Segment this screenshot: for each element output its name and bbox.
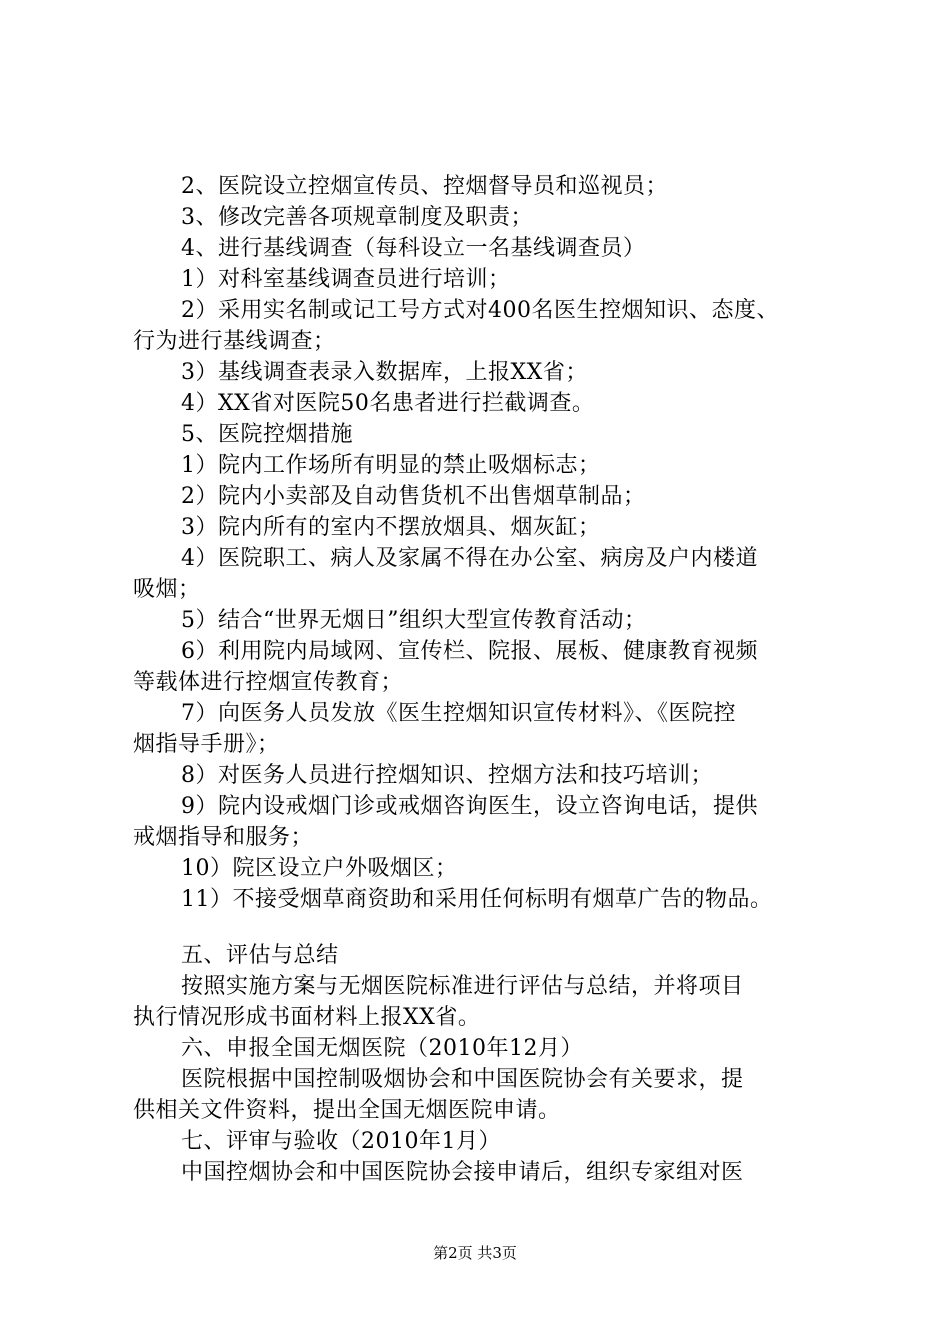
- evaluation-section: [133, 940, 845, 1188]
- text-line: 9）院内设戒烟门诊或戒烟咨询医生，设立咨询电话，提供: [181, 794, 758, 819]
- document-body: [133, 171, 845, 1188]
- text-line: 1）院内工作场所有明显的禁止吸烟标志；: [181, 453, 601, 478]
- text-line: 执行情况形成书面材料上报XX省。: [133, 1005, 481, 1030]
- text-line: 等载体进行控烟宣传教育；: [133, 670, 404, 695]
- text-line: 2）院内小卖部及自动售货机不出售烟草制品；: [181, 484, 646, 509]
- text-line: 6）利用院内局域网、宣传栏、院报、展板、健康教育视频: [181, 639, 758, 664]
- text-line: 2）采用实名制或记工号方式对400名医生控烟知识、态度、: [181, 298, 779, 323]
- text-line: 五、评估与总结: [181, 943, 339, 968]
- text-line: 11）不接受烟草商资助和采用任何标明有烟草广告的物品。: [181, 887, 773, 912]
- text-line: 供相关文件资料，提出全国无烟医院申请。: [133, 1098, 561, 1123]
- text-line: 3）基线调查表录入数据库，上报XX省；: [181, 360, 588, 385]
- text-line: 4）医院职工、病人及家属不得在办公室、病房及户内楼道: [181, 546, 758, 571]
- text-line: 七、评审与验收（2010年1月）: [181, 1129, 501, 1154]
- text-line: 戒烟指导和服务；: [133, 825, 314, 850]
- text-line: 3、修改完善各项规章制度及职责；: [181, 205, 533, 230]
- text-line: 按照实施方案与无烟医院标准进行评估与总结，并将项目: [181, 974, 744, 999]
- text-line: 4）XX省对医院50名患者进行拦截调查。: [181, 391, 595, 416]
- page-footer: 第2页 共3页: [433, 1244, 517, 1262]
- text-line: 医院根据中国控制吸烟协会和中国医院协会有关要求，提: [181, 1067, 744, 1092]
- measures-section: [133, 171, 845, 915]
- text-line: 5、医院控烟措施: [181, 422, 353, 447]
- text-line: 中国控烟协会和中国医院协会接申请后，组织专家组对医: [181, 1160, 744, 1185]
- text-line: 六、申报全国无烟医院（2010年12月）: [181, 1036, 583, 1061]
- text-line: 行为进行基线调查；: [133, 329, 336, 354]
- text-line: 2、医院设立控烟宣传员、控烟督导员和巡视员；: [181, 174, 668, 199]
- text-line: 5）结合“世界无烟日”组织大型宣传教育活动；: [181, 608, 647, 633]
- paragraph-gap: [133, 915, 845, 940]
- text-line: 1）对科室基线调查员进行培训；: [181, 267, 511, 292]
- text-line: 8）对医务人员进行控烟知识、控烟方法和技巧培训；: [181, 763, 713, 788]
- text-line: 吸烟；: [133, 577, 201, 602]
- text-line: 烟指导手册》；: [133, 732, 280, 757]
- text-line: 3）院内所有的室内不摆放烟具、烟灰缸；: [181, 515, 601, 540]
- text-line: 4、进行基线调查（每科设立一名基线调查员）: [181, 236, 646, 261]
- text-line: 7）向医务人员发放《医生控烟知识宣传材料》、《医院控: [181, 701, 736, 726]
- text-line: 10）院区设立户外吸烟区；: [181, 856, 458, 881]
